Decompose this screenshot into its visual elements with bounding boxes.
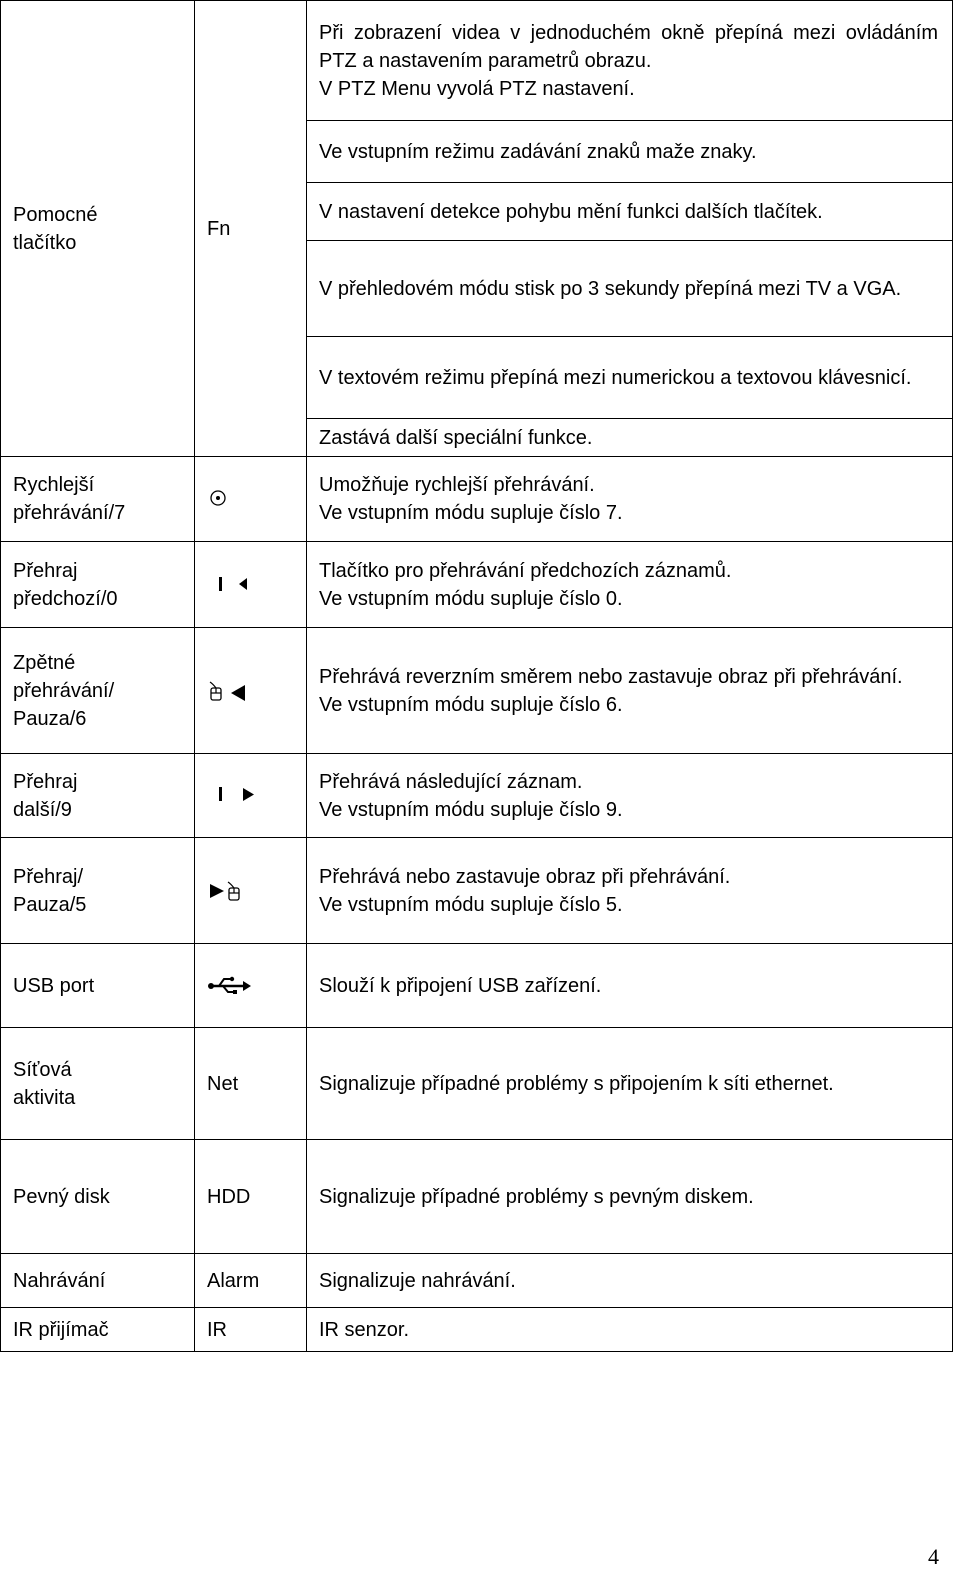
cell-name	[1, 542, 195, 628]
table-row	[1, 1254, 953, 1308]
description-line: Ve vstupním módu supluje číslo 9.	[319, 798, 623, 821]
description-line: V nastavení detekce pohybu mění funkci dalších tlačítek.	[319, 200, 823, 223]
name-line: přehrávání/7	[13, 502, 126, 524]
description-subrow	[307, 121, 952, 183]
description-line: Při zobrazení videa v jednoduchém okně přepíná mezi ovládáním PTZ a nastavením parametrů obrazu.	[319, 21, 938, 72]
cell-name	[1, 1028, 195, 1140]
name-line: Zpětné	[13, 651, 76, 674]
description-line: Ve vstupním módu supluje číslo 7.	[319, 502, 623, 524]
cell-name: IR přijímač	[1, 1308, 195, 1352]
cell-description: Slouží k připojení USB zařízení.	[307, 944, 953, 1028]
table-row	[1, 1308, 953, 1352]
name-line: Síťová	[13, 1058, 72, 1081]
name-line: předchozí/0	[13, 587, 118, 610]
cell-name	[1, 754, 195, 838]
table-row	[1, 944, 953, 1028]
description-line: Ve vstupním módu supluje číslo 5.	[319, 893, 623, 916]
table-row	[1, 1, 953, 457]
table-row	[1, 628, 953, 754]
cell-symbol: Net	[195, 1028, 307, 1140]
cell-name: USB port	[1, 944, 195, 1028]
cell-symbol	[195, 838, 307, 944]
description-line: V textovém režimu přepíná mezi numerickou a textovou klávesnicí.	[319, 366, 912, 389]
cell-name	[1, 838, 195, 944]
usb-icon	[207, 974, 253, 998]
previous-icon	[213, 573, 261, 597]
name-line: přehrávání/	[13, 679, 115, 702]
cell-name	[1, 1, 195, 457]
cell-description	[307, 628, 953, 754]
cell-symbol	[195, 457, 307, 542]
cell-name: Nahrávání	[1, 1254, 195, 1308]
table-row	[1, 1140, 953, 1254]
description-line: Ve vstupním módu supluje číslo 6.	[319, 693, 623, 716]
description-line: Přehrává následující záznam.	[319, 770, 583, 793]
table-row	[1, 838, 953, 944]
table-row	[1, 1028, 953, 1140]
name-line: Přehraj	[13, 770, 78, 793]
description-subrow	[307, 419, 952, 456]
description-line: Přehrává nebo zastavuje obraz při přehrávání.	[319, 865, 731, 888]
page-number: 4	[928, 1544, 939, 1569]
cell-symbol	[195, 628, 307, 754]
name-line: aktivita	[13, 1086, 76, 1109]
description-line: Přehrává reverzním směrem nebo zastavuje obraz při přehrávání.	[319, 665, 903, 688]
cell-name: Pevný disk	[1, 1140, 195, 1254]
reverse-pause-icon	[207, 676, 255, 706]
description-line: Zastává další speciální funkce.	[319, 426, 593, 449]
cell-symbol: IR	[195, 1308, 307, 1352]
cell-symbol: Alarm	[195, 1254, 307, 1308]
cell-symbol	[195, 542, 307, 628]
description-subrow	[307, 183, 952, 241]
table-row	[1, 457, 953, 542]
cell-symbol	[195, 944, 307, 1028]
table-row	[1, 754, 953, 838]
name-line: další/9	[13, 798, 72, 821]
description-subrow	[307, 1, 952, 121]
name-line: Rychlejší	[13, 474, 95, 496]
cell-description	[307, 754, 953, 838]
description-subrow	[307, 241, 952, 337]
name-line: Přehraj/	[13, 865, 84, 888]
cell-description	[307, 457, 953, 542]
cell-name	[1, 457, 195, 542]
name-line: tlačítko	[13, 231, 77, 254]
cell-description: Signalizuje případné problémy s pevným diskem.	[307, 1140, 953, 1254]
cell-description	[307, 542, 953, 628]
name-line: Přehraj	[13, 559, 78, 582]
description-line: Ve vstupním režimu zadávání znaků maže znaky.	[319, 140, 757, 163]
description-line: Ve vstupním módu supluje číslo 0.	[319, 587, 623, 610]
fast-forward-icon	[207, 484, 237, 514]
cell-description: Signalizuje nahrávání.	[307, 1254, 953, 1308]
description-line: Tlačítko pro přehrávání předchozích záznamů.	[319, 559, 732, 582]
cell-description: IR senzor.	[307, 1308, 953, 1352]
cell-description	[307, 838, 953, 944]
name-line: Pauza/5	[13, 893, 87, 916]
description-line: Umožňuje rychlejší přehrávání.	[319, 474, 595, 496]
cell-description: Signalizuje případné problémy s připojením k síti ethernet.	[307, 1028, 953, 1140]
name-line: Pomocné	[13, 203, 98, 226]
description-line: V přehledovém módu stisk po 3 sekundy přepíná mezi TV a VGA.	[319, 277, 902, 300]
cell-symbol	[195, 754, 307, 838]
cell-description	[307, 1, 953, 457]
cell-name	[1, 628, 195, 754]
description-line: V PTZ Menu vyvolá PTZ nastavení.	[319, 77, 635, 100]
cell-symbol: HDD	[195, 1140, 307, 1254]
name-line: Pauza/6	[13, 707, 87, 730]
next-icon	[213, 784, 265, 808]
cell-symbol: Fn	[195, 1, 307, 457]
play-pause-icon	[207, 876, 255, 906]
description-subrow	[307, 337, 952, 419]
table-row	[1, 542, 953, 628]
